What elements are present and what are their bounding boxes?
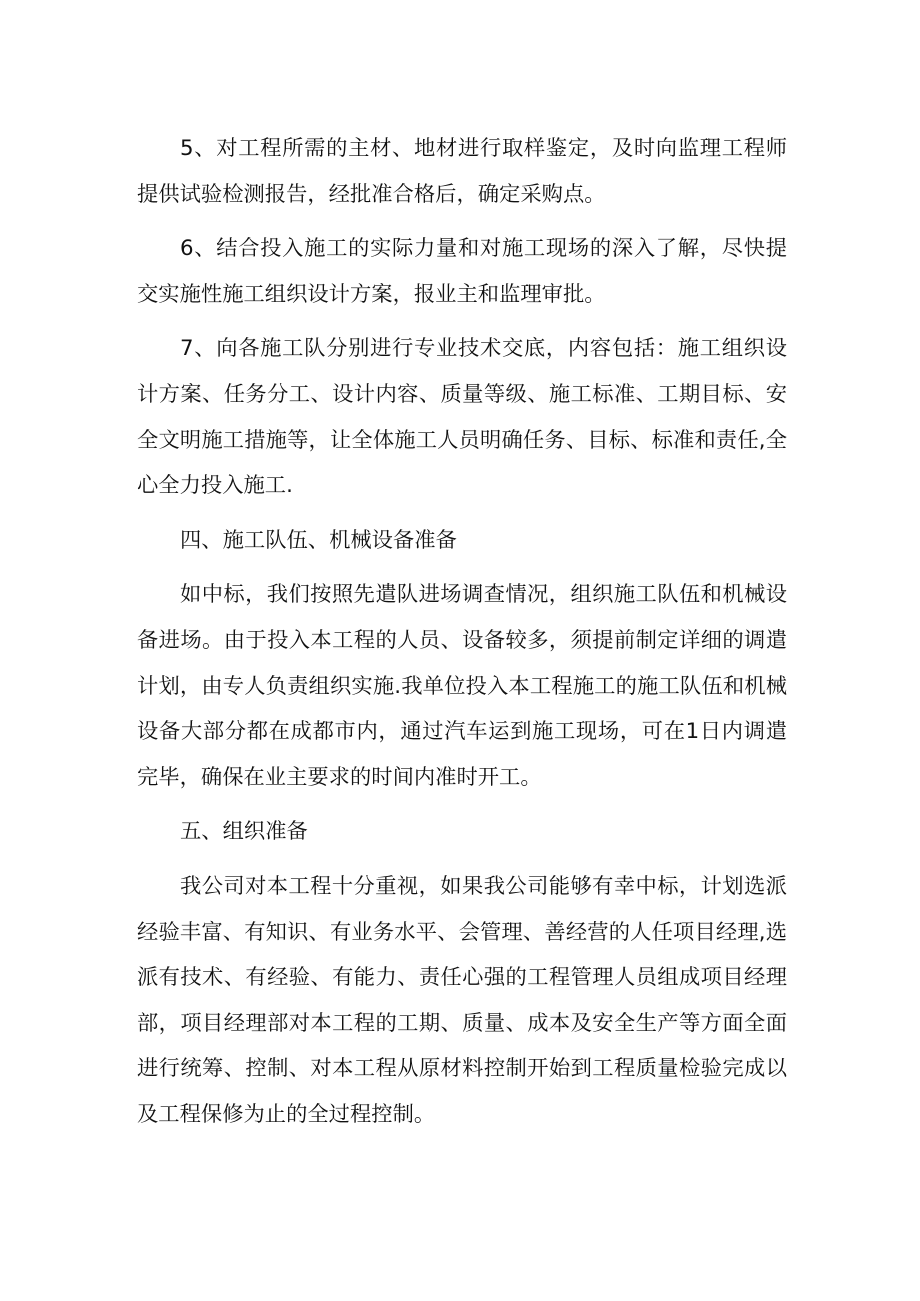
paragraph-organization: 我公司对本工程十分重视，如果我公司能够有幸中标，计划选派经验丰富、有知识、有业务水平、会管理、善经营的人任项目经理,选派有技术、有经验、有能力、责任心强的工程管理人员组成项目经理部，项目经理部对本工程的工期、质量、成本及安全生产等方面全面进行统筹、控制、对本工程从原材料控制开始到工程质量检验完成以及工程保修为止的全过程控制。 [137,873,787,1127]
paragraph-item-5: 5、对工程所需的主材、地材进行取样鉴定，及时向监理工程师提供试验检测报告，经批准合格后，确定采购点。 [137,136,787,207]
paragraph-item-6: 6、结合投入施工的实际力量和对施工现场的深入了解，尽快提交实施性施工组织设计方案，报业主和监理审批。 [137,236,787,307]
paragraph-item-7: 7、向各施工队分别进行专业技术交底，内容包括：施工组织设计方案、任务分工、设计内容、质量等级、施工标准、工期目标、安全文明施工措施等，让全体施工人员明确任务、目标、标准和责任,全心全力投入施工. [137,336,787,499]
document-body [137,126,787,1146]
section-heading-organization: 五、组织准备 [180,819,308,845]
paragraph-team-equipment: 如中标，我们按照先遣队进场调查情况，组织施工队伍和机械设备进场。由于投入本工程的人员、设备较多，须提前制定详细的调遣计划，由专人负责组织实施.我单位投入本工程施工的施工队伍和机械设备大部分都在成都市内，通过汽车运到施工现场，可在1日内调遣完毕，确保在业主要求的时间内准时开工。 [137,582,787,790]
section-heading-team-equipment: 四、施工队伍、机械设备准备 [180,527,457,553]
